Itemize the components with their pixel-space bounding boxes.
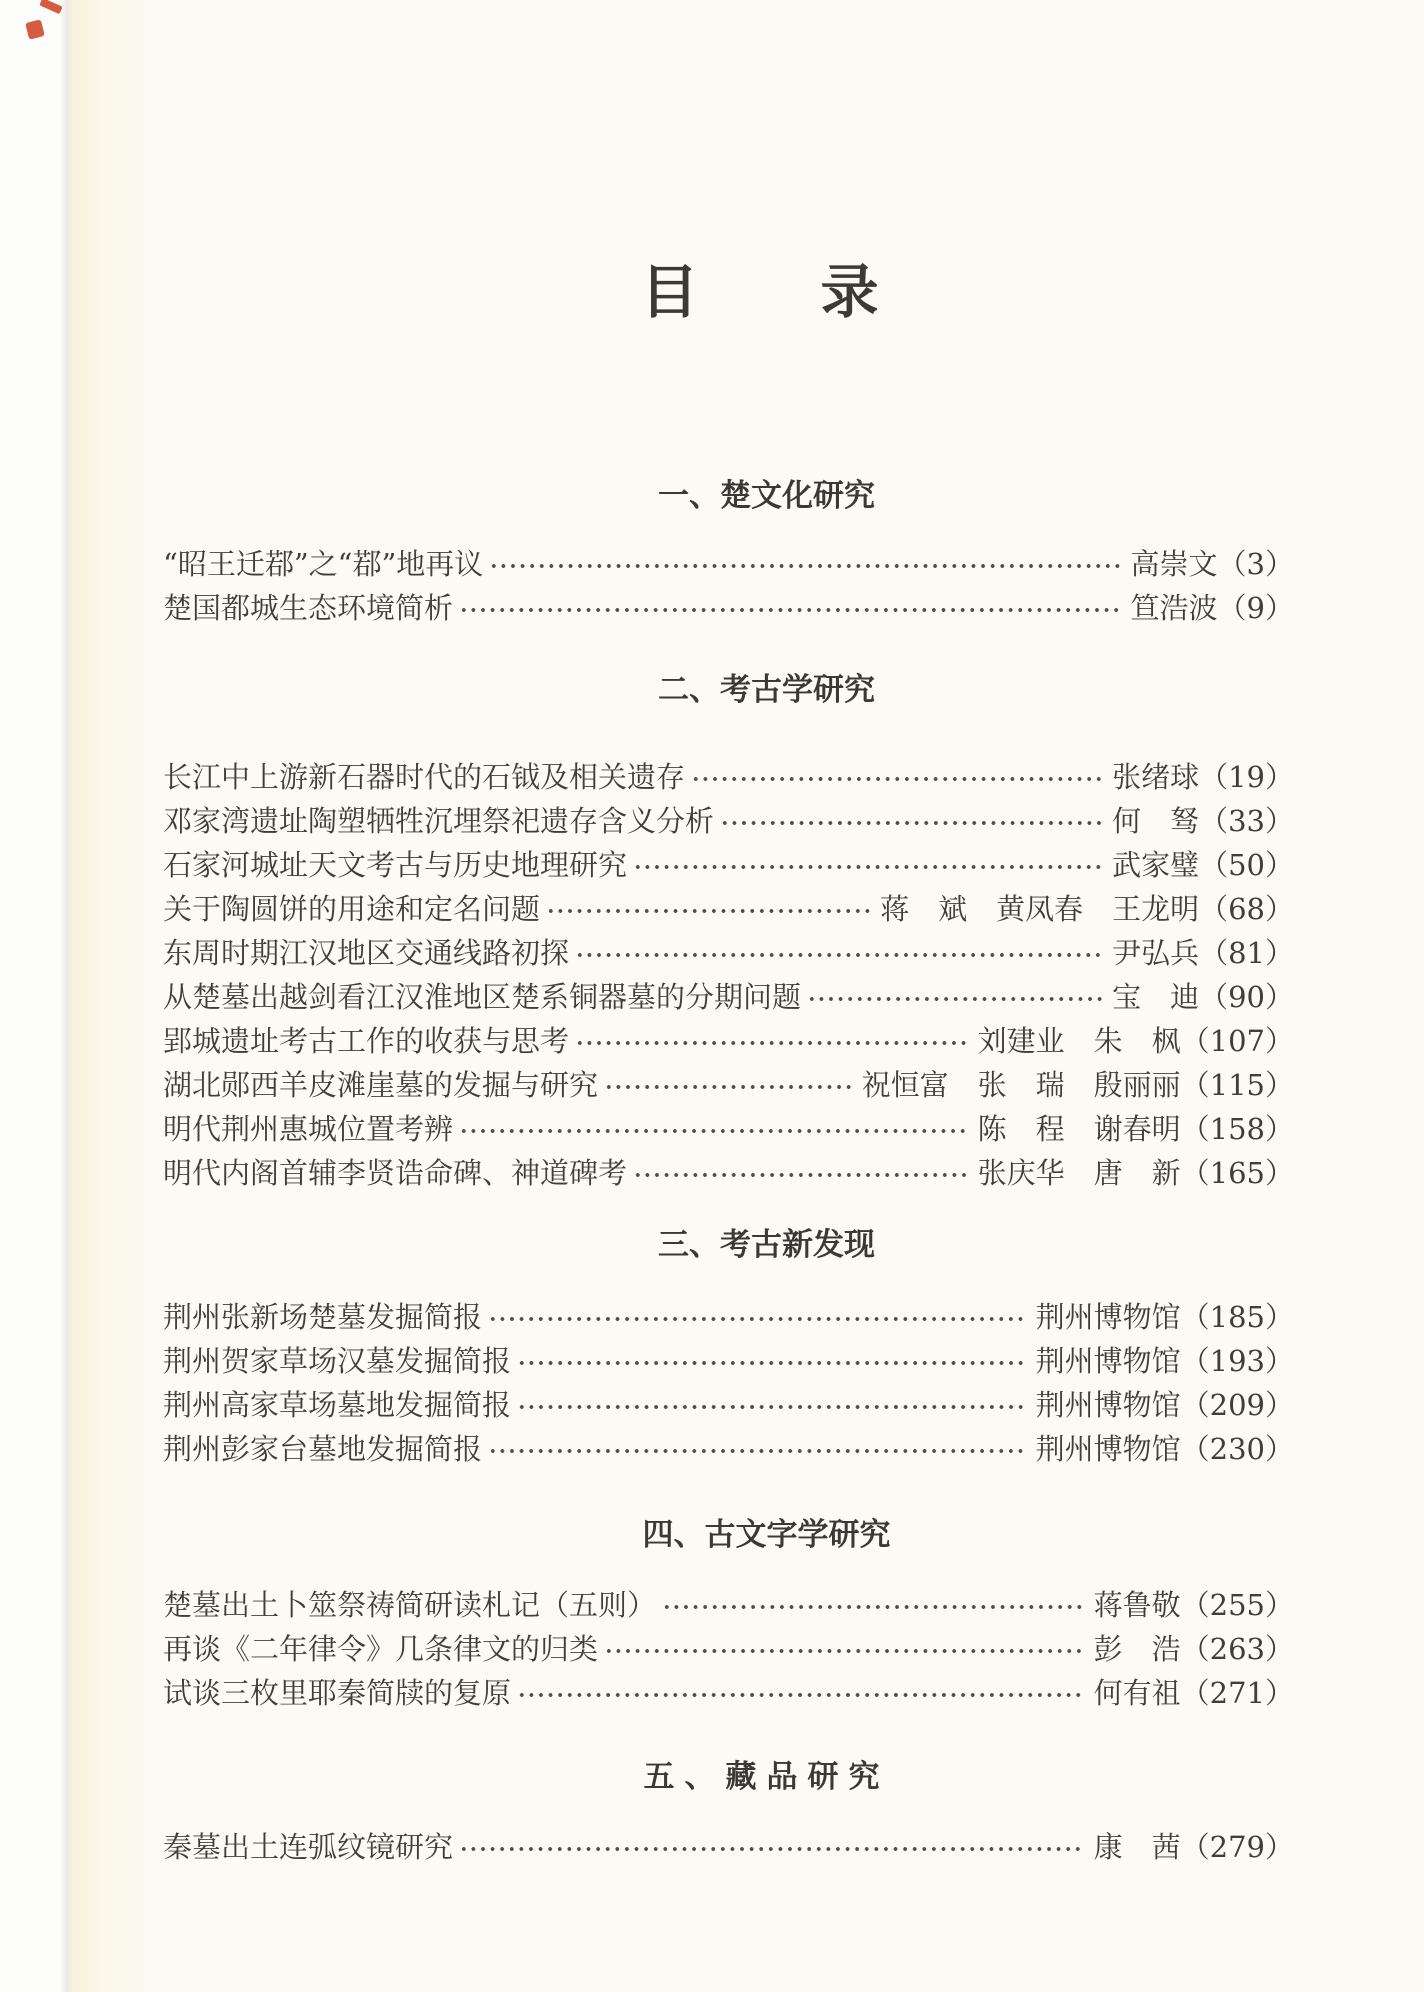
entry-author-page: 彭 浩（263） (1093, 1632, 1294, 1666)
toc-entry (163, 1063, 1294, 1107)
entry-author-page: 荆州博物馆（193） (1035, 1344, 1294, 1378)
toc-entry (163, 1825, 1294, 1869)
toc-entry (163, 1151, 1294, 1195)
section-heading-5: 五、藏品研究 (643, 1759, 890, 1794)
toc-entry (163, 1671, 1294, 1715)
entry-author-page: 张庆华 唐 新（165） (977, 1156, 1294, 1190)
page-spine-shadow (0, 0, 160, 1992)
dot-leader (604, 1063, 852, 1107)
entry-author-page: 陈 程 谢春明（158） (977, 1112, 1294, 1146)
entry-title: 楚国都城生态环境简析 (163, 591, 454, 625)
page-title: 目 录 (640, 258, 881, 326)
dot-leader (662, 1583, 1084, 1627)
toc-entry (163, 1295, 1294, 1339)
dot-leader (575, 1019, 968, 1063)
section-entries-2 (163, 755, 1294, 1195)
section-heading-3: 三、考古新发现 (658, 1227, 875, 1262)
entry-title: 明代内阁首辅李贤诰命碑、神道碑考 (163, 1156, 628, 1190)
toc-entry (163, 1019, 1294, 1063)
entry-author-page: 祝恒富 张 瑞 殷丽丽（115） (861, 1068, 1294, 1102)
entry-author-page: 何 驽（33） (1112, 804, 1294, 838)
section-entries-5 (163, 1825, 1294, 1869)
toc-entry (163, 843, 1294, 887)
dot-leader (633, 843, 1102, 887)
toc-entry (163, 799, 1294, 843)
entry-author-page: 蒋鲁敬（255） (1093, 1588, 1294, 1622)
entry-title: 邓家湾遗址陶塑牺牲沉埋祭祀遗存含义分析 (163, 804, 715, 838)
toc-page (163, 0, 1294, 1869)
entry-title: “昭王迁鄀”之“鄀”地再议 (163, 547, 484, 581)
entry-title: 试谈三枚里耶秦简牍的复原 (163, 1676, 512, 1710)
dot-leader (489, 542, 1120, 586)
entry-author-page: 宝 迪（90） (1112, 980, 1294, 1014)
red-pen-mark (25, 19, 45, 39)
entry-title: 荆州彭家台墓地发掘简报 (163, 1432, 483, 1466)
dot-leader (633, 1151, 968, 1195)
entry-author-page: 蒋 斌 黄凤春 王龙明（68） (880, 892, 1294, 926)
dot-leader (575, 931, 1102, 975)
entry-author-page: 何有祖（271） (1093, 1676, 1294, 1710)
dot-leader (546, 887, 870, 931)
entry-author-page: 武家璧（50） (1112, 848, 1294, 882)
entry-author-page: 张绪球（19） (1112, 760, 1294, 794)
dot-leader (488, 1295, 1026, 1339)
section-entries-4 (163, 1583, 1294, 1715)
section-entries-3 (163, 1295, 1294, 1471)
section-entries-1 (163, 542, 1294, 630)
dot-leader (807, 975, 1102, 1019)
section-heading-1: 一、楚文化研究 (658, 478, 875, 513)
toc-entry (163, 1339, 1294, 1383)
toc-entry (163, 1427, 1294, 1471)
dot-leader (459, 586, 1121, 630)
toc-entry (163, 887, 1294, 931)
dot-leader (517, 1339, 1026, 1383)
entry-author-page: 尹弘兵（81） (1112, 936, 1294, 970)
entry-title: 湖北郧西羊皮滩崖墓的发掘与研究 (163, 1068, 599, 1102)
entry-title: 关于陶圆饼的用途和定名问题 (163, 892, 541, 926)
entry-author-page: 荆州博物馆（209） (1035, 1388, 1294, 1422)
entry-title: 荆州张新场楚墓发掘简报 (163, 1300, 483, 1334)
section-heading-4: 四、古文字学研究 (642, 1517, 891, 1552)
entry-author-page: 荆州博物馆（230） (1035, 1432, 1294, 1466)
entry-title: 秦墓出土连弧纹镜研究 (163, 1830, 454, 1864)
toc-entry (163, 1627, 1294, 1671)
entry-title: 东周时期江汉地区交通线路初探 (163, 936, 570, 970)
toc-entry (163, 542, 1294, 586)
entry-author-page: 笪浩波（9） (1130, 591, 1294, 625)
entry-title: 长江中上游新石器时代的石钺及相关遗存 (163, 760, 686, 794)
entry-title: 从楚墓出越剑看江汉淮地区楚系铜器墓的分期问题 (163, 980, 802, 1014)
entry-title: 荆州贺家草场汉墓发掘简报 (163, 1344, 512, 1378)
section-heading-2: 二、考古学研究 (658, 672, 875, 707)
entry-author-page: 荆州博物馆（185） (1035, 1300, 1294, 1334)
entry-author-page: 高崇文（3） (1130, 547, 1294, 581)
entry-title: 郢城遗址考古工作的收获与思考 (163, 1024, 570, 1058)
toc-entry (163, 755, 1294, 799)
entry-author-page: 康 茜（279） (1093, 1830, 1294, 1864)
toc-entry (163, 1583, 1294, 1627)
dot-leader (488, 1427, 1026, 1471)
entry-title: 明代荆州惠城位置考辨 (163, 1112, 454, 1146)
red-pen-mark (39, 0, 62, 14)
toc-entry (163, 975, 1294, 1019)
dot-leader (691, 755, 1102, 799)
dot-leader (459, 1825, 1084, 1869)
dot-leader (517, 1671, 1084, 1715)
entry-title: 再谈《二年律令》几条律文的归类 (163, 1632, 599, 1666)
entry-title: 楚墓出土卜筮祭祷简研读札记（五则） (163, 1588, 657, 1622)
toc-entry (163, 931, 1294, 975)
dot-leader (604, 1627, 1084, 1671)
entry-author-page: 刘建业 朱 枫（107） (977, 1024, 1294, 1058)
dot-leader (459, 1107, 968, 1151)
entry-title: 荆州高家草场墓地发掘简报 (163, 1388, 512, 1422)
dot-leader (517, 1383, 1026, 1427)
toc-entry (163, 1383, 1294, 1427)
toc-entry (163, 586, 1294, 630)
entry-title: 石家河城址天文考古与历史地理研究 (163, 848, 628, 882)
dot-leader (720, 799, 1102, 843)
toc-entry (163, 1107, 1294, 1151)
